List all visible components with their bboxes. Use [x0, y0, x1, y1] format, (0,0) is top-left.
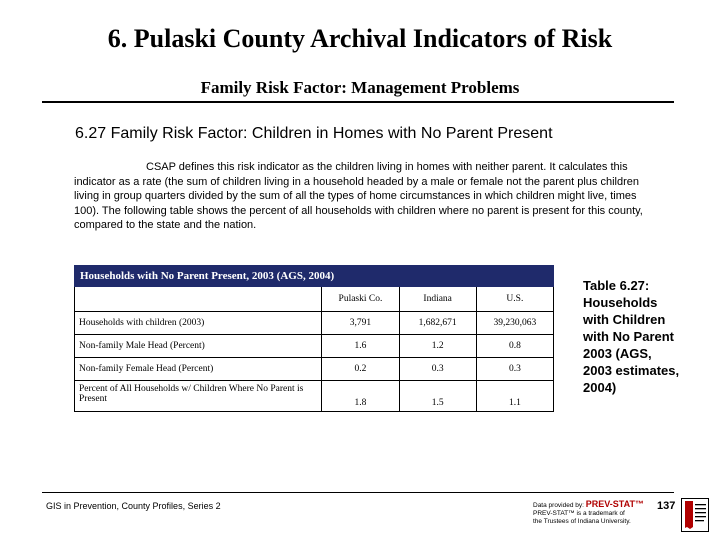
- table-cell: 0.2: [322, 358, 399, 381]
- header-divider: [42, 101, 674, 103]
- table-row: [75, 312, 554, 335]
- table-header-cell: Pulaski Co.: [322, 287, 399, 312]
- trademark-line: the Trustees of Indiana University.: [533, 518, 631, 525]
- table-row-label: Non-family Female Head (Percent): [75, 358, 322, 381]
- table-row: [75, 335, 554, 358]
- table-row-label: Percent of All Households w/ Children Where No Parent is Present: [75, 381, 322, 412]
- footer-credit: [533, 500, 644, 526]
- table-cell: 0.3: [476, 358, 553, 381]
- page-number: 137: [657, 500, 676, 512]
- footer-credit-line: [533, 500, 644, 510]
- page-subtitle: Family Risk Factor: Management Problems: [200, 78, 520, 97]
- table-cell: 0.8: [476, 335, 553, 358]
- table-cell: 1.2: [399, 335, 476, 358]
- data-table: [74, 265, 554, 412]
- section-heading: 6.27 Family Risk Factor: Children in Homes with No Parent Present: [75, 125, 553, 142]
- table-cell: 1.8: [322, 381, 399, 412]
- table-cell: 1.1: [476, 381, 553, 412]
- table-row: [75, 358, 554, 381]
- table-cell: 1.6: [322, 335, 399, 358]
- table-cell: 1.5: [399, 381, 476, 412]
- table-header-cell: U.S.: [476, 287, 553, 312]
- trademark-line: PREV-STAT™ is a trademark of: [533, 510, 625, 517]
- table-row: [75, 381, 554, 412]
- footer-series-label: GIS in Prevention, County Profiles, Series 2: [46, 501, 221, 511]
- page-title: 6. Pulaski County Archival Indicators of Risk: [107, 24, 613, 53]
- footer-divider: [42, 492, 674, 493]
- body-paragraph: [74, 160, 659, 233]
- indiana-state-logo-icon: [681, 498, 709, 532]
- table-side-caption: Table 6.27: Households with Children with No Parent 2003 (AGS, 2003 estimates, 2004): [583, 278, 680, 395]
- data-provided-label: Data provided by:: [533, 502, 584, 509]
- table-header-row: [75, 287, 554, 312]
- table-cell: 0.3: [399, 358, 476, 381]
- table-header-cell: Indiana: [399, 287, 476, 312]
- body-paragraph-text: CSAP defines this risk indicator as the children living in homes with neither parent. It calculates this indicator as a rate (the sum of children living in a household headed by a male or female not the parent plus children living in group quarters divided by the sum of all the types of home circumstances in which children might live, times 100). The following table shows the percent of all households with children where no parent is present for this county, compared to the state and the nation.: [74, 161, 643, 231]
- table-caption: Households with No Parent Present, 2003 (AGS, 2004): [75, 266, 554, 287]
- table-row-label: Households with children (2003): [75, 312, 322, 335]
- table-header-blank: [75, 287, 322, 312]
- table-cell: 1,682,671: [399, 312, 476, 335]
- table-caption-row: [75, 266, 554, 287]
- table-row-label: Non-family Male Head (Percent): [75, 335, 322, 358]
- prev-stat-brand: PREV-STAT™: [585, 499, 644, 509]
- table-cell: 39,230,063: [476, 312, 553, 335]
- indiana-state-shape: [685, 501, 693, 529]
- table-cell: 3,791: [322, 312, 399, 335]
